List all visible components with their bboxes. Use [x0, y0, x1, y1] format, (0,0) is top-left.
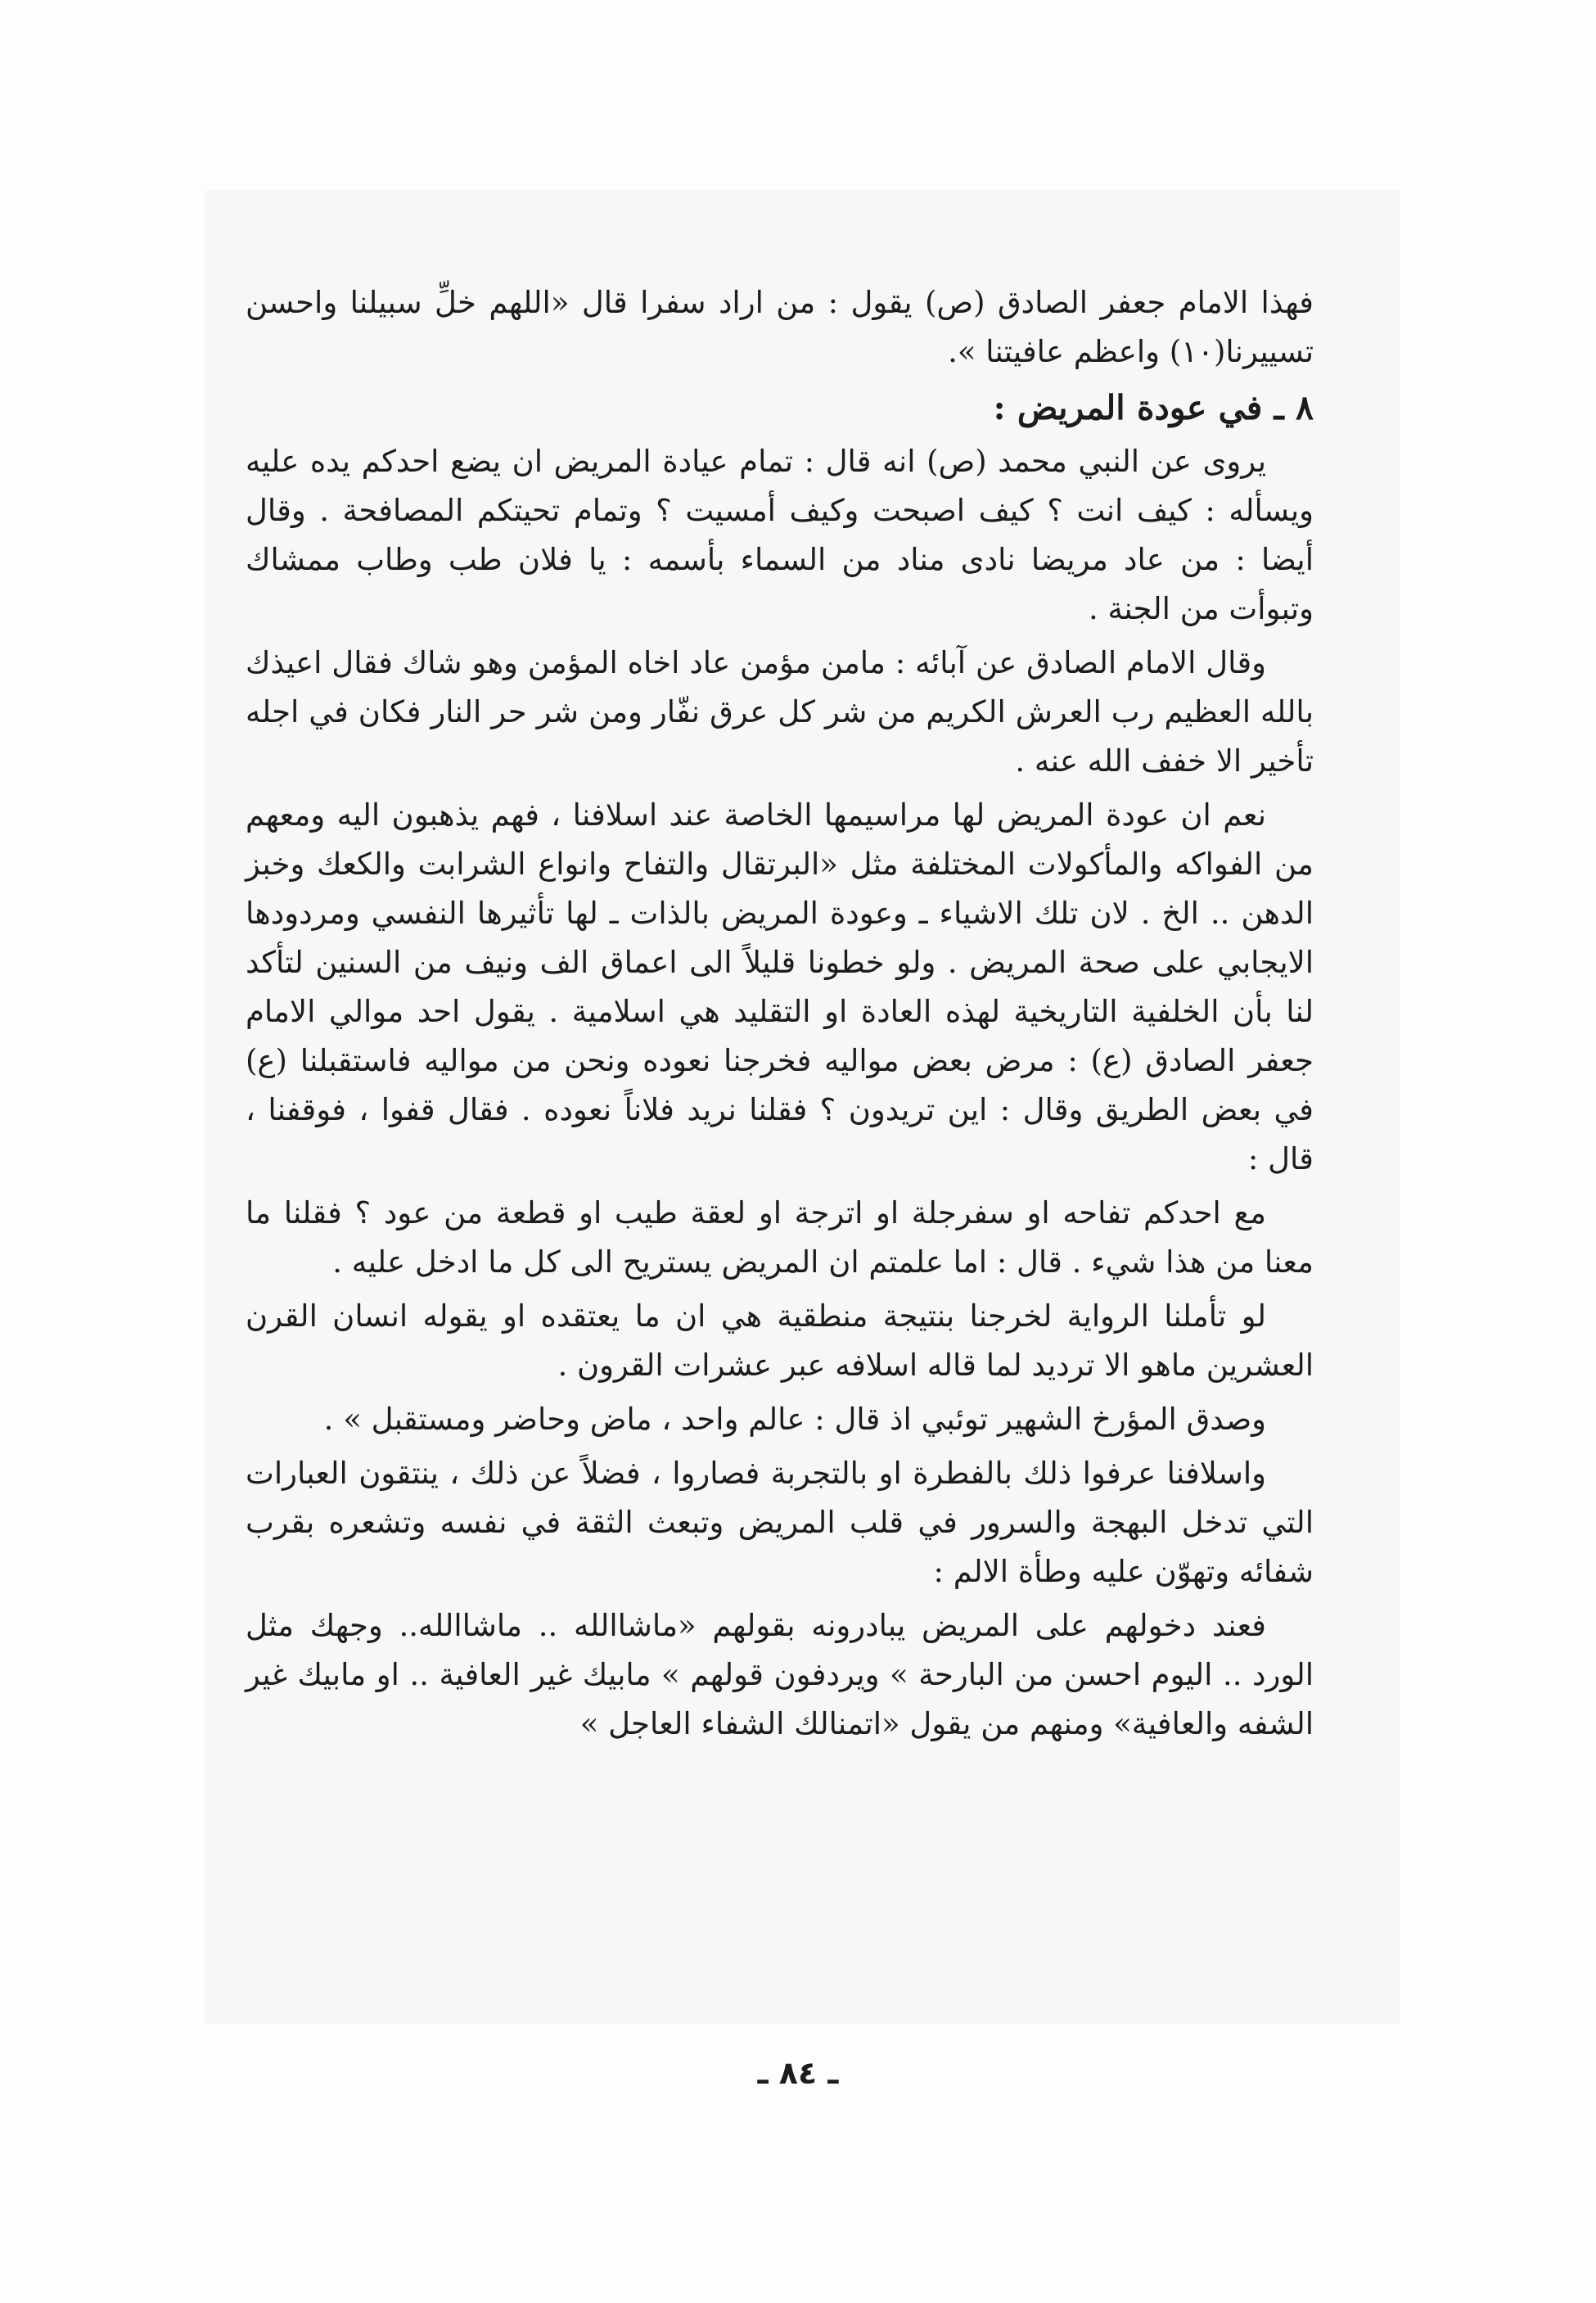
- paragraph: وصدق المؤرخ الشهير توئبي اذ قال : عالم واحد ، ماض وحاضر ومستقبل » .: [323, 1402, 1266, 1437]
- section-heading: ٨ ـ في عودة المريض :: [993, 388, 1314, 427]
- page-number: ـ ٨٤ ـ: [757, 2055, 839, 2091]
- paragraph: فعند دخولهم على المريض يبادرونه بقولهم «ماشاالله .. ماشاالله.. وجهك مثل الورد .. اليوم احسن من البارحة » ويردفون قولهم » مابيك غير العافية .. او مابيك غير الشفه والعافية» ومنهم من يقول «اتمنالك الشفاء العاجل »: [246, 1608, 1314, 1741]
- paragraph: نعم ان عودة المريض لها مراسيمها الخاصة عند اسلافنا ، فهم يذهبون اليه ومعهم من الفواكه والمأكولات المختلفة مثل «البرتقال والتفاح وانواع الشرابت والكعك وخبز الدهن .. الخ . لان تلك الاشياء ـ وعودة المريض بالذات ـ لها تأثيرها النفسي ومردودها الايجابي على صحة المريض . ولو خطونا قليلاً الى اعماق الف ونيف من السنين لتأكد لنا بأن الخلفية التاريخية لهذه العادة او التقليد هي اسلامية . يقول احد موالي الامام جعفر الصادق (ع) : مرض بعض مواليه فخرجنا نعوده ونحن من مواليه فاستقبلنا (ع) في بعض الطريق وقال : اين تريدون ؟ فقلنا نريد فلاناً نعوده . فقال قفوا ، فوقفنا ، قال :: [246, 797, 1314, 1176]
- paragraph: لو تأملنا الرواية لخرجنا بنتيجة منطقية هي ان ما يعتقده او يقوله انسان القرن العشرين ماهو الا ترديد لما قاله اسلافه عبر عشرات القرون .: [246, 1298, 1314, 1383]
- page-body: [246, 278, 1314, 1754]
- paragraph: وقال الامام الصادق عن آبائه : مامن مؤمن عاد اخاه المؤمن وهو شاك فقال اعيذك بالله العظيم رب العرش الكريم من شر كل عرق نفّار ومن شر حر النار فكان في اجله تأخير الا خفف الله عنه .: [246, 645, 1314, 779]
- paragraph: يروى عن النبي محمد (ص) انه قال : تمام عيادة المريض ان يضع احدكم يده عليه ويسأله : كيف انت ؟ كيف اصبحت وكيف أمسيت ؟ وتمام تحيتكم المصافحة . وقال أيضا : من عاد مريضا نادى مناد من السماء بأسمه : يا فلان طب وطاب ممشاك وتبوأت من الجنة .: [246, 444, 1314, 626]
- paragraph-intro: فهذا الامام جعفر الصادق (ص) يقول : من اراد سفرا قال «اللهم خلِّ سبيلنا واحسن تسييرنا(١٠) واعظم عافيتنا ».: [246, 285, 1314, 369]
- paragraph: مع احدكم تفاحه او سفرجلة او اترجة او لعقة طيب او قطعة من عود ؟ فقلنا ما معنا من هذا شيء . قال : اما علمتم ان المريض يستريح الى كل ما ادخل عليه .: [246, 1195, 1314, 1280]
- paragraph: واسلافنا عرفوا ذلك بالفطرة او بالتجربة فصاروا ، فضلاً عن ذلك ، ينتقون العبارات التي تدخل البهجة والسرور في قلب المريض وتبعث الثقة في نفسه وتشعره بقرب شفائه وتهوّن عليه وطأة الالم :: [246, 1456, 1314, 1589]
